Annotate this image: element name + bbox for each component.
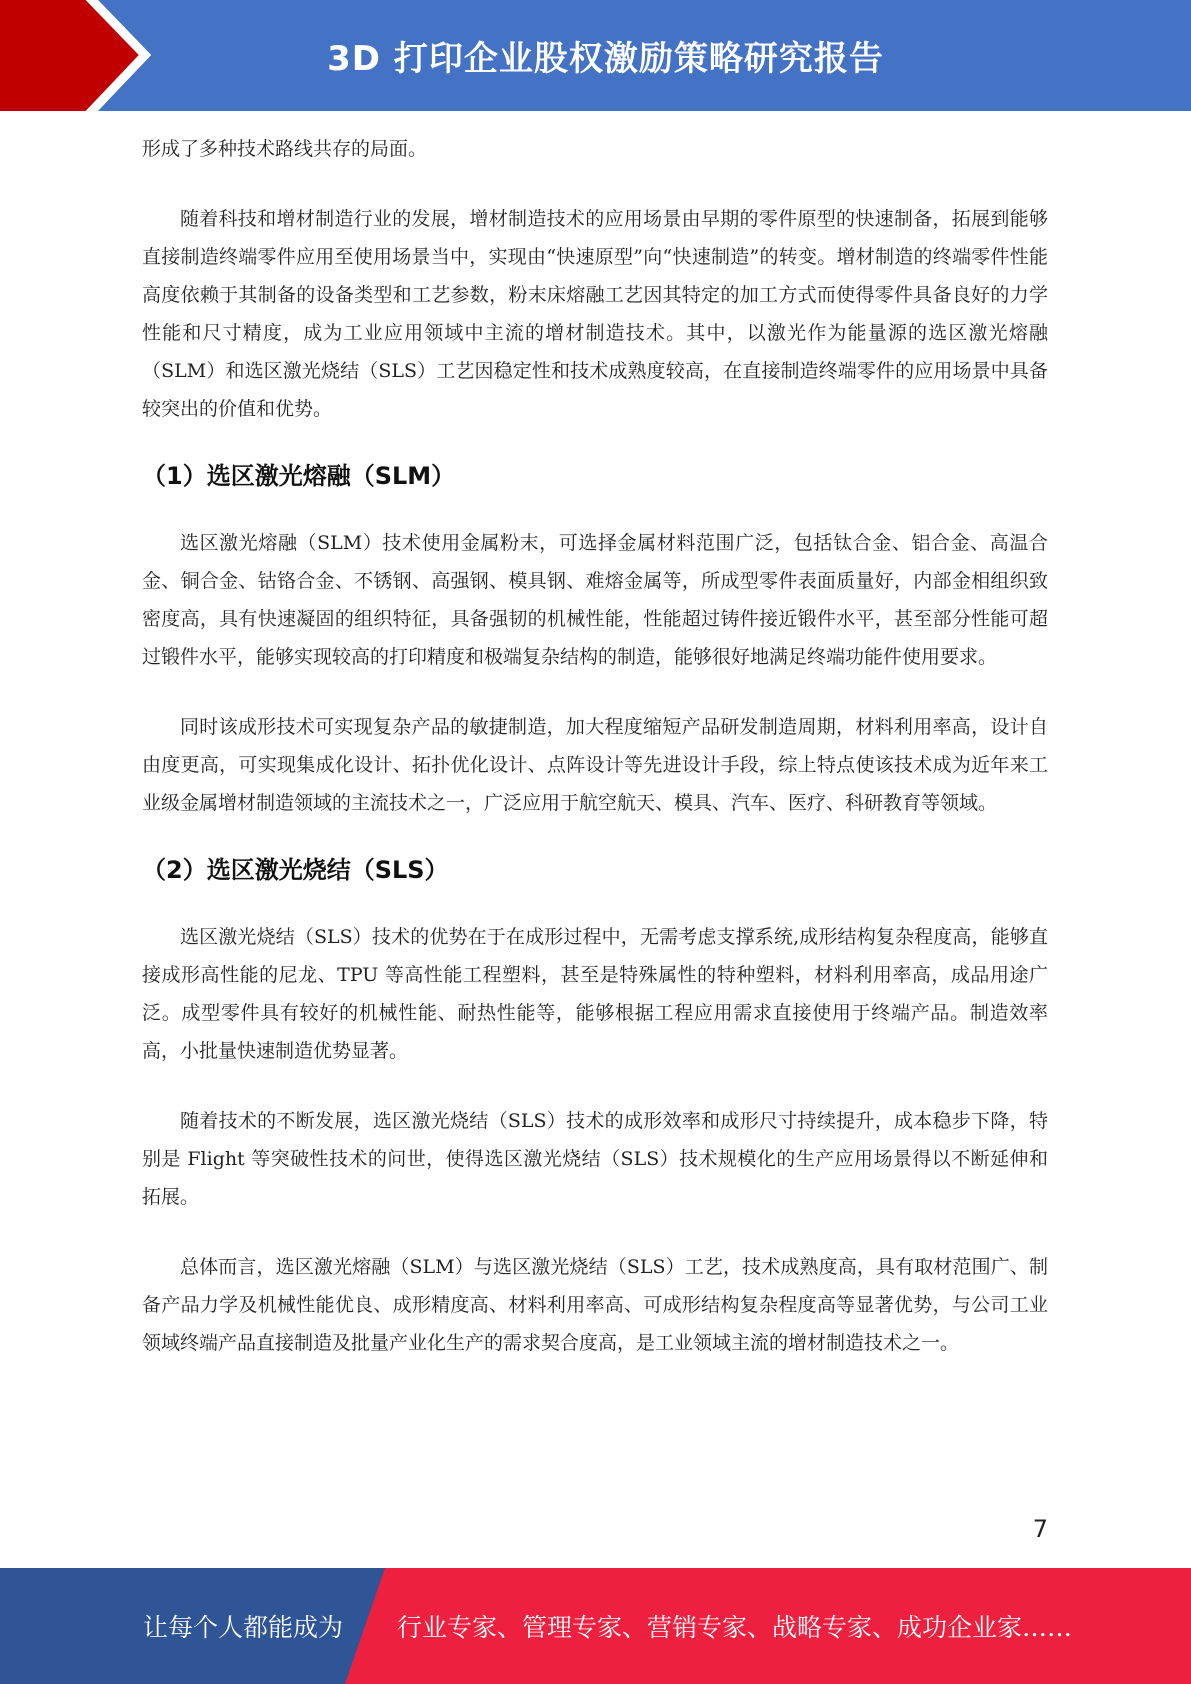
section-heading-sls: （2）选区激光烧结（SLS）	[142, 856, 449, 884]
paragraph: 总体而言，选区激光熔融（SLM）与选区激光烧结（SLS）工艺，技术成熟度高，具有取材范围广、制备产品力学及机械性能优良、成形精度高、材料利用率高、可成形结构复杂程度高等显著优势，与公司工业领域终端产品直接制造及批量产业化生产的需求契合度高，是工业领域主流的增材制造技术之一。	[142, 1256, 1048, 1354]
paragraph: 选区激光烧结（SLS）技术的优势在于在成形过程中，无需考虑支撑系统,成形结构复杂程度高，能够直接成形高性能的尼龙、TPU 等高性能工程塑料，甚至是特殊属性的特种塑料，材料利用率高，成品用途广泛。成型零件具有较好的机械性能、耐热性能等，能够根据工程应用需求直接使用于终端产品。制造效率高，小批量快速制造优势显著。	[142, 926, 1048, 1062]
page-header	[0, 0, 1191, 111]
paragraph: 随着技术的不断发展，选区激光烧结（SLS）技术的成形效率和成形尺寸持续提升，成本稳步下降，特别是 Flight 等突破性技术的问世，使得选区激光烧结（SLS）技术规模化的生产应用场景得以不断延伸和拓展。	[142, 1110, 1048, 1208]
paragraph: 形成了多种技术路线共存的局面。	[142, 138, 428, 160]
report-title: 3D 打印企业股权激励策略研究报告	[327, 39, 884, 79]
page-footer	[0, 1568, 1191, 1684]
section-heading-slm: （1）选区激光熔融（SLM）	[142, 462, 456, 490]
paragraph: 选区激光熔融（SLM）技术使用金属粉末，可选择金属材料范围广泛，包括钛合金、铝合金、高温合金、铜合金、钴铬合金、不锈钢、高强钢、模具钢、难熔金属等，所成型零件表面质量好，内部金相组织致密度高，具有快速凝固的组织特征，具备强韧的机械性能，性能超过铸件接近锻件水平，甚至部分性能可超过锻件水平，能够实现较高的打印精度和极端复杂结构的制造，能够很好地满足终端功能件使用要求。	[142, 532, 1048, 668]
paragraph: 同时该成形技术可实现复杂产品的敏捷制造，加大程度缩短产品研发制造周期，材料利用率高，设计自由度更高，可实现集成化设计、拓扑优化设计、点阵设计等先进设计手段，综上特点使该技术成为近年来工业级金属增材制造领域的主流技术之一，广泛应用于航空航天、模具、汽车、医疗、科研教育等领域。	[142, 716, 1048, 814]
page-number: 7	[1032, 1515, 1048, 1543]
footer-slogan-right: 行业专家、管理专家、营销专家、战略专家、成功企业家……	[397, 1613, 1073, 1642]
footer-slogan-left: 让每个人都能成为	[143, 1613, 344, 1642]
document-body	[142, 130, 1048, 1362]
paragraph: 随着科技和增材制造行业的发展，增材制造技术的应用场景由早期的零件原型的快速制备，拓展到能够直接制造终端零件应用至使用场景当中，实现由“快速原型”向“快速制造”的转变。增材制造的终端零件性能高度依赖于其制备的设备类型和工艺参数，粉末床熔融工艺因其特定的加工方式而使得零件具备良好的力学性能和尺寸精度，成为工业应用领域中主流的增材制造技术。其中，以激光作为能量源的选区激光熔融（SLM）和选区激光烧结（SLS）工艺因稳定性和技术成熟度较高，在直接制造终端零件的应用场景中具备较突出的价值和优势。	[142, 208, 1048, 420]
